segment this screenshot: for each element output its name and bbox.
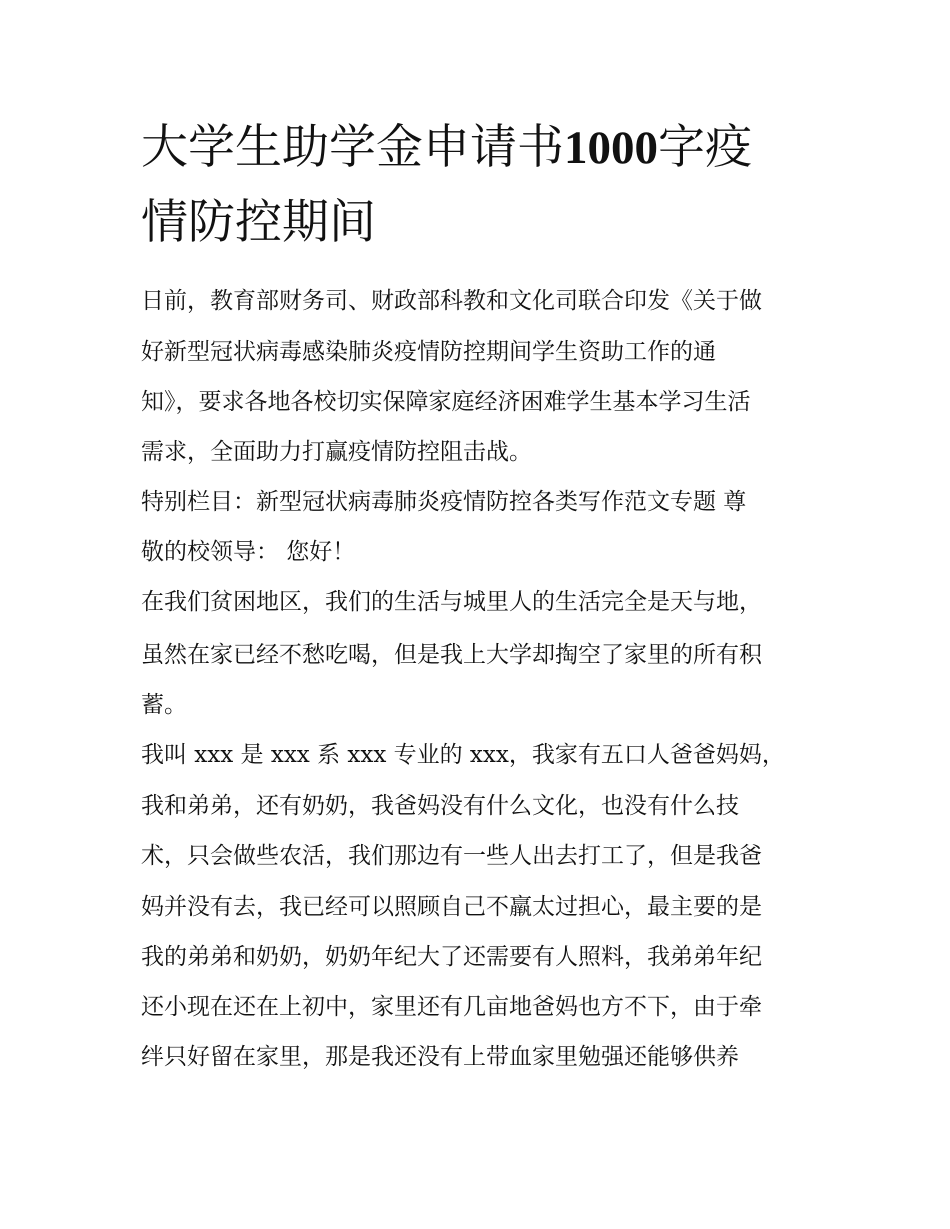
paragraph-line: 我和弟弟，还有奶奶，我爸妈没有什么文化，也没有什么技 <box>141 793 739 819</box>
paragraph-line: 蓄。 <box>141 692 187 718</box>
paragraph-line: 需求，全面助力打赢疫情防控阻击战。 <box>141 439 532 465</box>
paragraph-line: 我的弟弟和奶奶，奶奶年纪大了还需要有人照料，我弟弟年纪 <box>141 944 762 970</box>
paragraph-line: 特别栏目：新型冠状病毒肺炎疫情防控各类写作范文专题 尊 <box>141 489 747 515</box>
document-title-line-1 <box>141 120 752 175</box>
paragraph-line: 日前，教育部财务司、财政部科教和文化司联合印发《关于做 <box>141 288 762 314</box>
title-number: 1000 <box>564 122 658 174</box>
paragraph-line: 还小现在还在上初中，家里还有几亩地爸妈也方不下，由于牵 <box>141 994 762 1020</box>
title-text-a: 大学生助学金申请书 <box>141 120 564 175</box>
paragraph-line: 虽然在家已经不愁吃喝，但是我上大学却掏空了家里的所有积 <box>141 642 762 668</box>
paragraph-line: 在我们贫困地区，我们的生活与城里人的生活完全是天与地， <box>141 589 762 615</box>
title-text-b: 字疫 <box>658 120 752 175</box>
paragraph-line: 敬的校领导： 您好！ <box>141 539 356 565</box>
paragraph-line: 绊只好留在家里，那是我还没有上带血家里勉强还能够供养 <box>141 1044 739 1070</box>
paragraph-line: 好新型冠状病毒感染肺炎疫情防控期间学生资助工作的通 <box>141 339 716 365</box>
document-title-line-2: 情防控期间 <box>141 195 376 250</box>
paragraph-line: 术，只会做些农活，我们那边有一些人出去打工了，但是我爸 <box>141 843 762 869</box>
paragraph-line: 妈并没有去，我已经可以照顾自己不羸太过担心，最主要的是 <box>141 894 762 920</box>
paragraph-line: 知》，要求各地各校切实保障家庭经济困难学生基本学习生活 <box>141 389 751 415</box>
paragraph-line: 我叫 xxx 是 xxx 系 xxx 专业的 xxx，我家有五口人爸爸妈妈， <box>141 742 785 768</box>
